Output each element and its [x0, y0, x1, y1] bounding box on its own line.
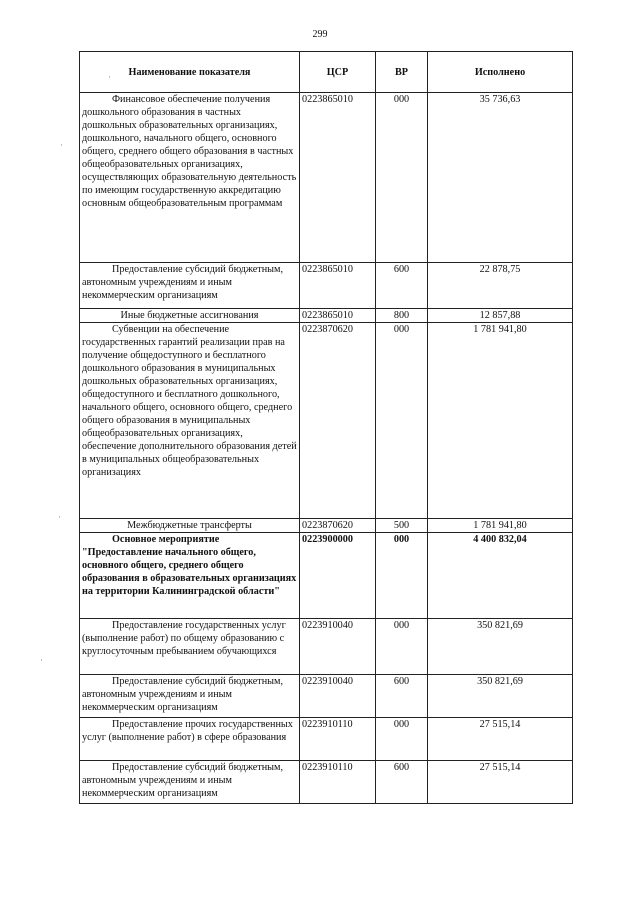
row-csr: 0223910110	[300, 761, 376, 804]
row-csr: 0223865010	[300, 93, 376, 263]
row-amount: 1 781 941,80	[428, 519, 573, 533]
page-number: 299	[312, 29, 328, 40]
row-csr: 0223865010	[300, 263, 376, 309]
row-csr: 0223870620	[300, 519, 376, 533]
scan-mark: ·	[108, 72, 111, 82]
row-vr: 600	[376, 675, 428, 718]
row-name: Межбюджетные трансферты	[80, 519, 300, 533]
row-amount: 27 515,14	[428, 718, 573, 761]
row-name: Предоставление прочих государственных услуг (выполнение работ) в сфере образования	[80, 718, 300, 761]
row-vr: 600	[376, 761, 428, 804]
row-name: Иные бюджетные ассигнования	[80, 309, 300, 323]
row-name: Предоставление государственных услуг (выполнение работ) по общему образованию с круглосуточным пребыванием обучающихся	[80, 619, 300, 675]
table-row	[80, 718, 573, 761]
row-amount: 4 400 832,04	[428, 533, 573, 619]
header-csr: ЦСР	[300, 52, 376, 93]
table-row	[80, 263, 573, 309]
row-amount: 1 781 941,80	[428, 323, 573, 519]
row-name: Основное мероприятие "Предоставление начального общего, основного общего, среднего общего образования в образовательных организациях на территории Калининградской области"	[80, 533, 300, 619]
table-row	[80, 619, 573, 675]
row-vr: 000	[376, 93, 428, 263]
header-executed: Исполнено	[428, 52, 573, 93]
row-csr: 0223910040	[300, 675, 376, 718]
table-header-row	[80, 52, 573, 93]
row-vr: 000	[376, 323, 428, 519]
scan-mark: ·	[60, 140, 63, 150]
row-vr: 000	[376, 533, 428, 619]
row-name: Предоставление субсидий бюджетным, автономным учреждениям и иным некоммерческим организациям	[80, 263, 300, 309]
table-row	[80, 93, 573, 263]
row-vr: 500	[376, 519, 428, 533]
row-csr: 0223900000	[300, 533, 376, 619]
budget-table	[79, 51, 573, 804]
row-csr: 0223910110	[300, 718, 376, 761]
table-row	[80, 533, 573, 619]
row-csr: 0223865010	[300, 309, 376, 323]
scan-mark: ·	[58, 512, 61, 522]
scan-mark: ·	[40, 655, 43, 665]
row-vr: 600	[376, 263, 428, 309]
row-name: Субвенции на обеспечение государственных гарантий реализации прав на получение общедоступного и бесплатного дошкольного образования в муниципальных дошкольных образовательных организациях, общедоступного и бесплатного дошкольного, начального общего, основного общего, среднего общего образования в муниципальных общеобразовательных организациях, обеспечение дополнительного образования детей в муниципальных общеобразовательных организациях	[80, 323, 300, 519]
table-row	[80, 309, 573, 323]
row-vr: 000	[376, 619, 428, 675]
row-amount: 35 736,63	[428, 93, 573, 263]
table-row	[80, 323, 573, 519]
row-name: Предоставление субсидий бюджетным, автономным учреждениям и иным некоммерческим организациям	[80, 675, 300, 718]
row-csr: 0223910040	[300, 619, 376, 675]
table-row	[80, 675, 573, 718]
header-name: Наименование показателя	[80, 52, 300, 93]
row-amount: 27 515,14	[428, 761, 573, 804]
row-amount: 350 821,69	[428, 619, 573, 675]
row-amount: 12 857,88	[428, 309, 573, 323]
row-csr: 0223870620	[300, 323, 376, 519]
table-row	[80, 761, 573, 804]
row-amount: 22 878,75	[428, 263, 573, 309]
row-vr: 800	[376, 309, 428, 323]
row-vr: 000	[376, 718, 428, 761]
row-name: Предоставление субсидий бюджетным, автономным учреждениям и иным некоммерческим организациям	[80, 761, 300, 804]
header-vr: ВР	[376, 52, 428, 93]
row-amount: 350 821,69	[428, 675, 573, 718]
row-name: Финансовое обеспечение получения дошкольного образования в частных дошкольных образовательных организациях, дошкольного, начального общего, основного общего, среднего общего образования в частных общеобразовательных организациях, осуществляющих образовательную деятельность по имеющим государственную аккредитацию основным общеобразовательным программам	[80, 93, 300, 263]
table-row	[80, 519, 573, 533]
